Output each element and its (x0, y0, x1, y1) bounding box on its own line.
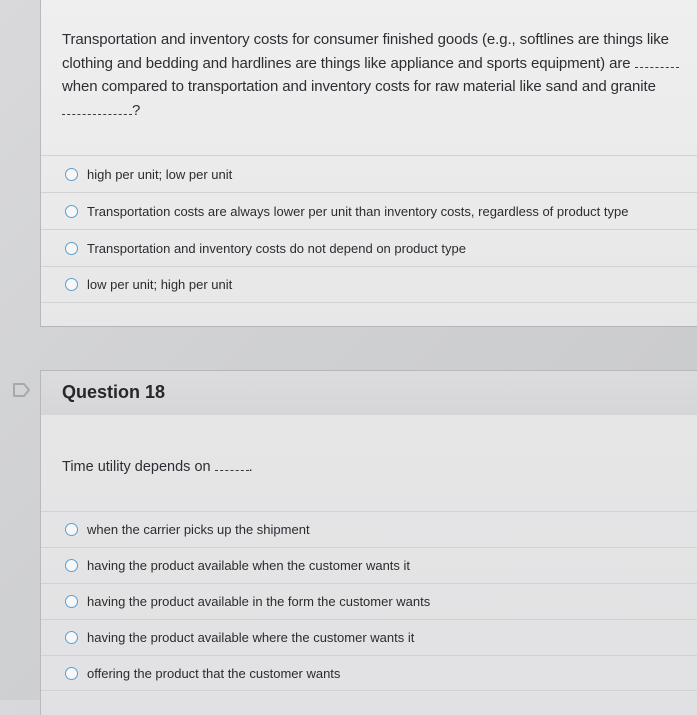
question-18-prompt-suffix: . (248, 459, 253, 475)
question-18-prompt (62, 457, 253, 475)
radio-button[interactable] (65, 242, 78, 255)
answer-option[interactable] (41, 547, 697, 583)
question-17-answers (41, 155, 697, 303)
answer-label: high per unit; low per unit (87, 166, 233, 182)
blank-line (215, 457, 249, 471)
answer-label: offering the product that the customer wants (87, 665, 341, 681)
radio-button[interactable] (65, 523, 78, 536)
radio-button[interactable] (65, 559, 78, 572)
answer-label: Transportation and inventory costs do not depend on product type (87, 240, 466, 256)
question-18-prompt-text: Time utility depends on (62, 459, 211, 475)
question-18-header (40, 370, 697, 416)
question-18-title: Question 18 (62, 382, 166, 402)
question-17-text-line4-suffix: ? (132, 101, 141, 119)
answer-label: having the product available when the customer wants it (87, 558, 411, 573)
answer-label: Transportation costs are always lower per unit than inventory costs, regardless of product type (87, 203, 629, 219)
blank-line (62, 101, 132, 115)
question-17-card (40, 0, 697, 327)
answer-option[interactable] (41, 583, 697, 619)
radio-button[interactable] (65, 667, 78, 680)
question-18-card (40, 415, 697, 715)
radio-button[interactable] (65, 631, 78, 644)
answer-label: having the product available where the customer wants it (87, 630, 415, 645)
flag-icon[interactable] (12, 382, 32, 398)
radio-button[interactable] (65, 168, 78, 181)
question-17-text-line3: when compared to transportation and inventory costs for raw material like sand and granite (62, 78, 656, 95)
question-17-prompt (62, 28, 697, 122)
answer-option[interactable] (41, 229, 697, 266)
radio-button[interactable] (65, 278, 78, 291)
answer-option[interactable] (41, 655, 697, 691)
answer-label: having the product available in the form the customer wants (87, 594, 431, 609)
blank-line (635, 54, 679, 68)
answer-option[interactable] (41, 192, 697, 229)
question-18-answers (41, 511, 697, 691)
answer-option[interactable] (41, 511, 697, 547)
answer-label: low per unit; high per unit (87, 277, 233, 292)
answer-option[interactable] (41, 266, 697, 303)
question-17-text-line1: Transportation and inventory costs for consumer finished goods (e.g., softlines are things like (62, 31, 669, 48)
question-17-text-line2: clothing and bedding and hardlines are things like appliance and sports equipment) are (62, 54, 631, 72)
radio-button[interactable] (65, 595, 78, 608)
answer-option[interactable] (41, 155, 697, 192)
answer-label: when the carrier picks up the shipment (87, 522, 310, 537)
radio-button[interactable] (65, 205, 78, 218)
answer-option[interactable] (41, 619, 697, 655)
